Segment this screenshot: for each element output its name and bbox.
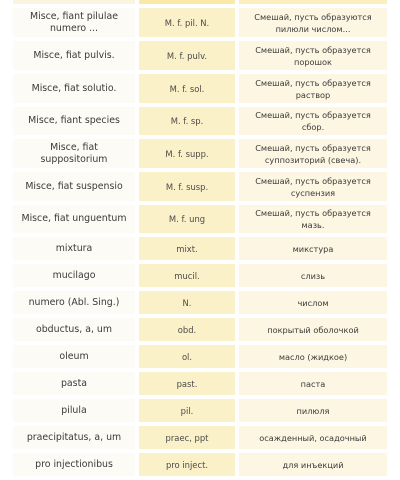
table-row [13, 172, 387, 201]
russian-cell: числом [239, 291, 387, 314]
abbreviation-cell: obd. [139, 318, 239, 341]
latin-cell: numero (Abl. Sing.) [13, 291, 139, 314]
table-row [13, 205, 387, 233]
russian-cell: паста [239, 372, 387, 395]
abbreviation-cell: M. f. pil. N. [139, 8, 239, 37]
abbreviation-cell: M. f. sp. [139, 107, 239, 135]
latin-cell: mucilago [13, 264, 139, 287]
russian-cell: Смешай, пусть образуется мазь. [239, 205, 387, 233]
header-cell-russian [239, 0, 387, 4]
latin-cell: Misce, fiat solutio. [13, 74, 139, 103]
abbreviation-cell: mucil. [139, 264, 239, 287]
russian-cell: пилюля [239, 399, 387, 422]
abbreviation-cell: M. f. ung [139, 205, 239, 233]
russian-cell: Смешай, пусть образуется суспензия [239, 172, 387, 201]
abbreviation-cell: praec, ppt [139, 426, 239, 449]
russian-cell: осажденный, осадочный [239, 426, 387, 449]
abbreviation-cell: M. f. sol. [139, 74, 239, 103]
abbreviation-cell: mixt. [139, 237, 239, 260]
russian-cell: Смешай, пусть образуется раствор [239, 74, 387, 103]
abbreviation-table [13, 0, 387, 480]
russian-cell: слизь [239, 264, 387, 287]
table-row [13, 372, 387, 395]
table-row [13, 345, 387, 368]
latin-cell: Misce, fiat suppositorium [13, 139, 139, 168]
latin-cell: pro injectionibus [13, 453, 139, 476]
russian-cell: Смешай, пусть образуются пилюли числом... [239, 8, 387, 37]
table-row [13, 399, 387, 422]
table-row [13, 318, 387, 341]
header-cell-abbreviation [139, 0, 239, 4]
abbreviation-cell: past. [139, 372, 239, 395]
russian-cell: Смешай, пусть образуется суппозиторий (свеча). [239, 139, 387, 168]
latin-cell: pilula [13, 399, 139, 422]
russian-cell: покрытый оболочкой [239, 318, 387, 341]
abbreviation-cell: M. f. pulv. [139, 41, 239, 70]
abbreviation-cell: M. f. susp. [139, 172, 239, 201]
abbreviation-cell: ol. [139, 345, 239, 368]
latin-cell: Misce, fiat unguentum [13, 205, 139, 233]
abbreviation-cell: pil. [139, 399, 239, 422]
table-row [13, 41, 387, 70]
latin-cell: Misce, fiat suspensio [13, 172, 139, 201]
abbreviation-cell: pro inject. [139, 453, 239, 476]
latin-cell: mixtura [13, 237, 139, 260]
russian-cell: масло (жидкое) [239, 345, 387, 368]
russian-cell: микстура [239, 237, 387, 260]
abbreviation-table-container [13, 0, 387, 480]
header-cell-latin [13, 0, 139, 4]
table-row [13, 74, 387, 103]
table-row [13, 8, 387, 37]
table-row [13, 139, 387, 168]
table-row [13, 426, 387, 449]
table-row [13, 291, 387, 314]
russian-cell: для инъекций [239, 453, 387, 476]
table-row [13, 453, 387, 476]
table-row [13, 237, 387, 260]
latin-cell: Misce, fiant species [13, 107, 139, 135]
latin-cell: pasta [13, 372, 139, 395]
russian-cell: Смешай, пусть образуется сбор. [239, 107, 387, 135]
abbreviation-cell: M. f. supp. [139, 139, 239, 168]
latin-cell: obductus, a, um [13, 318, 139, 341]
russian-cell: Смешай, пусть образуется порошок [239, 41, 387, 70]
latin-cell: Misce, fiat pulvis. [13, 41, 139, 70]
table-header-row [13, 0, 387, 4]
table-row [13, 107, 387, 135]
latin-cell: Misce, fiant pilulae numero ... [13, 8, 139, 37]
latin-cell: praecipitatus, a, um [13, 426, 139, 449]
table-row [13, 264, 387, 287]
abbreviation-cell: N. [139, 291, 239, 314]
latin-cell: oleum [13, 345, 139, 368]
